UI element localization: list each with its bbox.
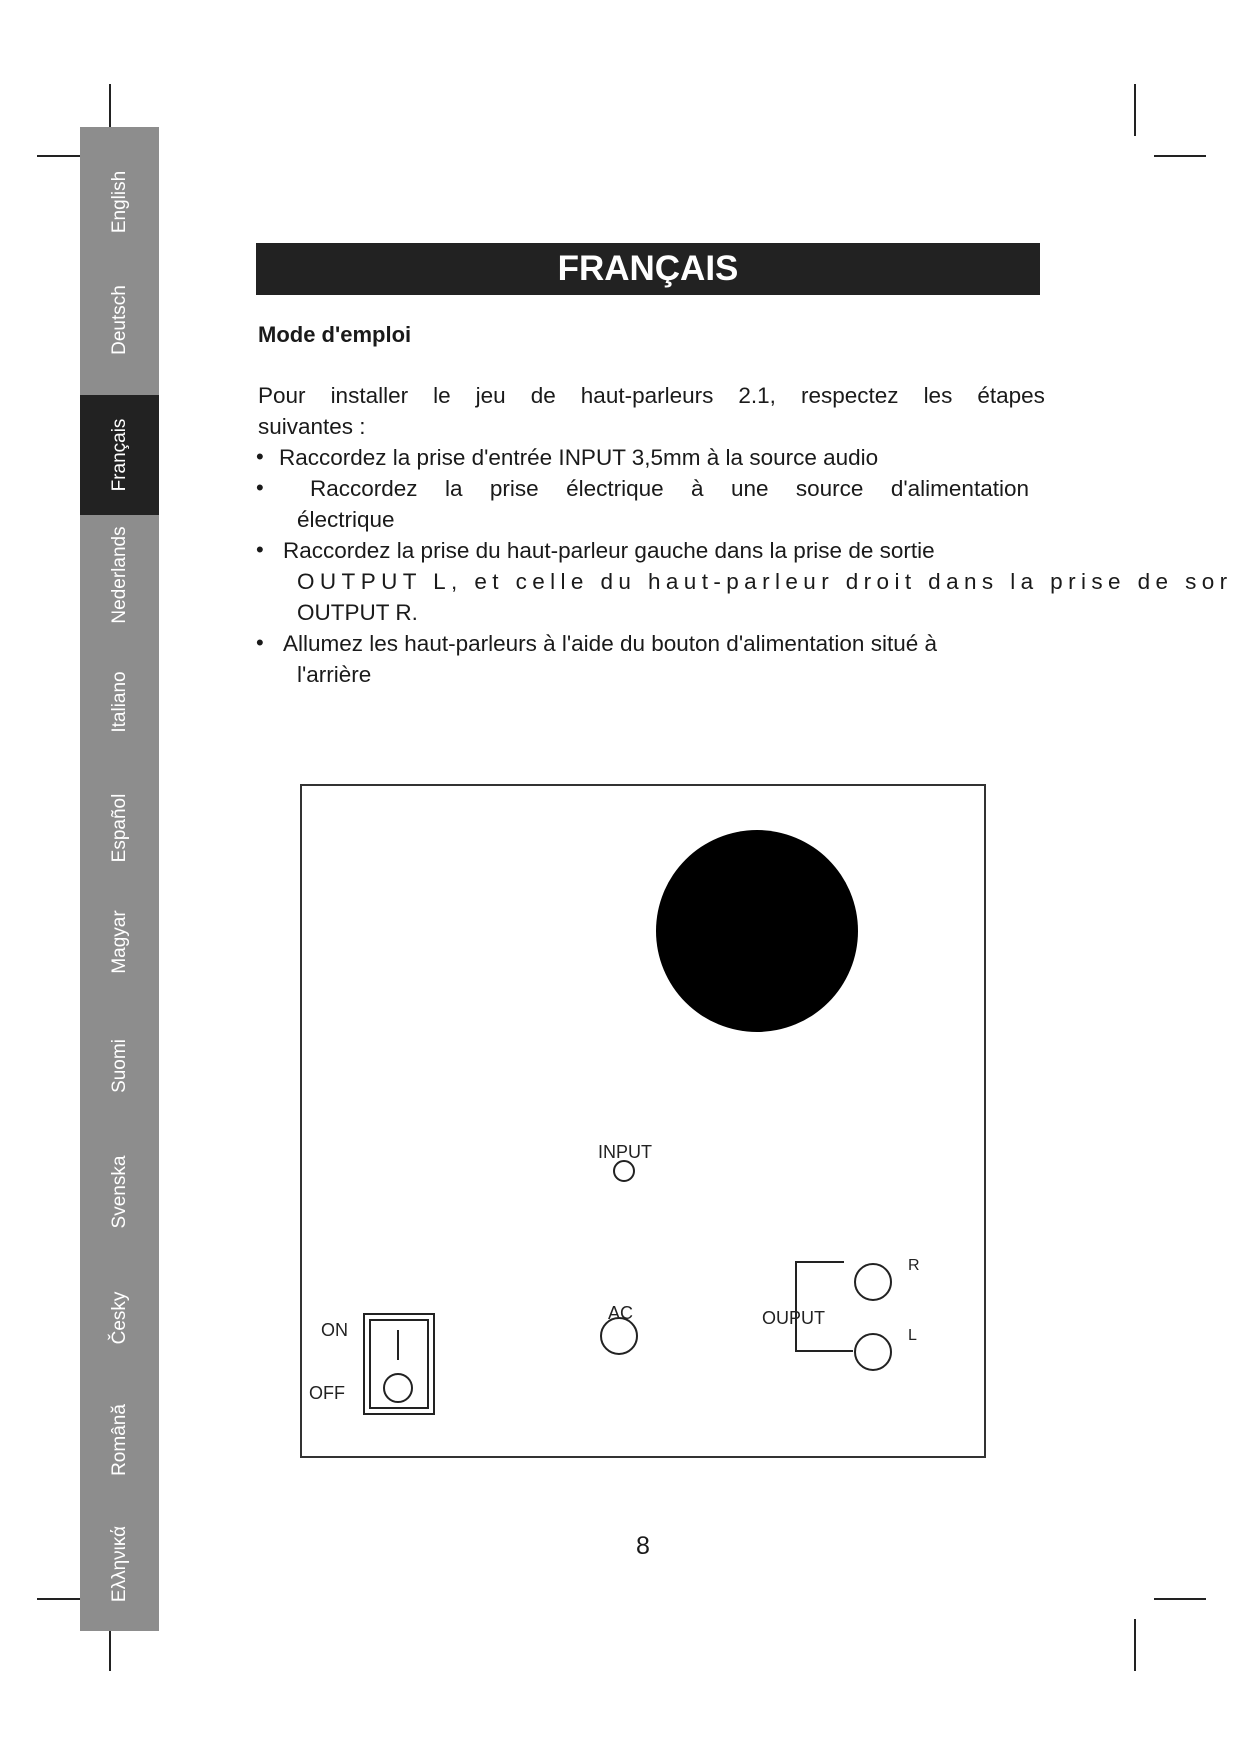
crop-mark bbox=[1154, 1598, 1206, 1600]
bullet-dot: • bbox=[256, 537, 264, 562]
bullet-4-line-2: l'arrière bbox=[297, 662, 372, 687]
bullet-3-line-1: Raccordez la prise du haut-parleur gauche dans la prise de sortie bbox=[283, 538, 935, 563]
on-label: ON bbox=[321, 1320, 348, 1340]
rear-panel-diagram bbox=[300, 784, 986, 1458]
bullet-dot: • bbox=[256, 475, 264, 500]
crop-mark bbox=[1134, 1619, 1136, 1671]
page-number: 8 bbox=[636, 1532, 650, 1560]
input-label: INPUT bbox=[598, 1142, 652, 1162]
diagram-drawing bbox=[300, 784, 986, 1458]
lang-tab-romana[interactable]: Română bbox=[108, 1404, 130, 1476]
output-bracket bbox=[796, 1262, 853, 1351]
intro-line-2: suivantes : bbox=[258, 414, 366, 439]
output-l-label: L bbox=[908, 1327, 917, 1344]
lang-tab-cesky[interactable]: Česky bbox=[108, 1291, 130, 1345]
bullet-1-line-1: Raccordez la prise d'entrée INPUT 3,5mm à la source audio bbox=[279, 445, 879, 470]
lang-tab-greek[interactable]: Ελληνικά bbox=[108, 1525, 130, 1603]
lang-tab-espanol[interactable]: Español bbox=[108, 793, 130, 863]
output-r-jack bbox=[855, 1264, 891, 1300]
crop-mark bbox=[1134, 84, 1136, 136]
output-l-jack bbox=[855, 1334, 891, 1370]
power-switch-off-mark bbox=[384, 1374, 412, 1402]
bullet-2-line-1: Raccordez la prise électrique à une source d'alimentation bbox=[310, 476, 1029, 501]
page-title: FRANÇAIS bbox=[256, 243, 1040, 295]
crop-mark bbox=[1154, 155, 1206, 157]
output-r-label: R bbox=[908, 1257, 920, 1274]
ac-label: AC bbox=[608, 1303, 634, 1323]
bullet-3-line-2: OUTPUT L, et celle du haut-parleur droit dans la prise de sor bbox=[297, 569, 1233, 594]
intro-line-1: Pour installer le jeu de haut-parleurs 2.1, respectez les étapes bbox=[258, 383, 1045, 408]
input-jack bbox=[614, 1161, 634, 1181]
power-switch-outer bbox=[364, 1314, 434, 1414]
section-title: Mode d'emploi bbox=[258, 322, 412, 347]
speaker-port bbox=[656, 830, 858, 1032]
output-label: OUPUT bbox=[762, 1308, 825, 1328]
bullet-3-line-3: OUTPUT R. bbox=[297, 600, 418, 625]
bullet-dot: • bbox=[256, 444, 264, 469]
lang-tab-magyar[interactable]: Magyar bbox=[108, 910, 130, 974]
bullet-2-line-2: électrique bbox=[297, 507, 395, 532]
lang-tab-nederlands[interactable]: Nederlands bbox=[108, 526, 130, 624]
lang-tab-italiano[interactable]: Italiano bbox=[108, 671, 130, 733]
off-label: OFF bbox=[309, 1383, 345, 1403]
lang-tab-francais[interactable]: Français bbox=[80, 395, 159, 515]
lang-tab-deutsch[interactable]: Deutsch bbox=[108, 285, 130, 355]
bullet-4-line-1: Allumez les haut-parleurs à l'aide du bouton d'alimentation situé à bbox=[283, 631, 937, 656]
lang-tab-suomi[interactable]: Suomi bbox=[108, 1039, 130, 1093]
lang-tab-english[interactable]: English bbox=[108, 170, 130, 234]
bullet-dot: • bbox=[256, 630, 264, 655]
language-sidebar bbox=[80, 127, 159, 1631]
lang-tab-svenska[interactable]: Svenska bbox=[108, 1155, 130, 1229]
